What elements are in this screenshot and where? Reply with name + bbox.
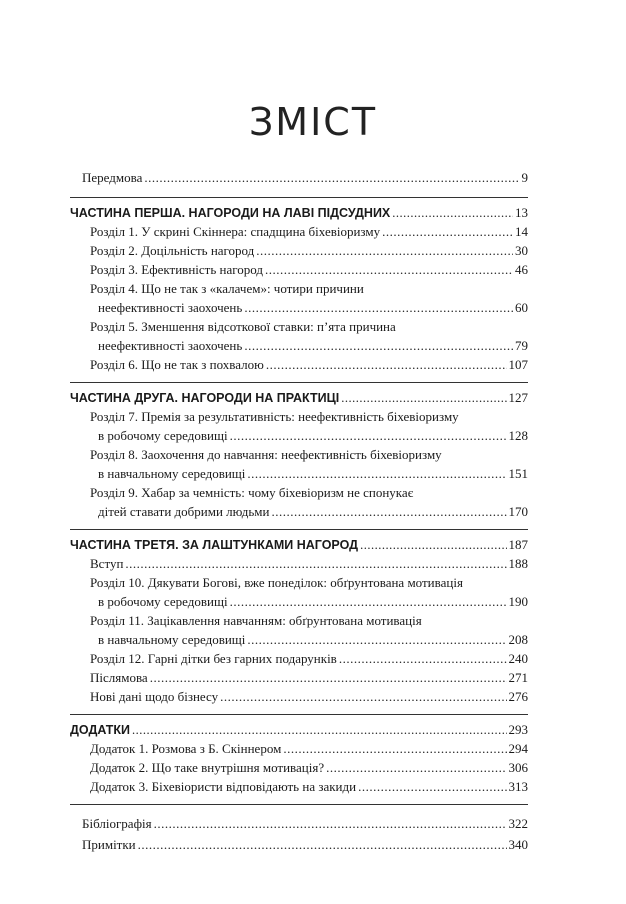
part-1-item-5-line1-title: Розділ 5. Зменшення відсоткової ставки: п’ята причина: [90, 319, 396, 334]
part-1-item-5-line1: [0, 319, 626, 335]
part-2-item-1-page: 128: [508, 428, 528, 443]
part-1-item-6-row: [90, 357, 528, 373]
part-3-item-5-title: Післямова: [90, 670, 148, 685]
part-4-item-1-leader: [283, 741, 506, 757]
back-entry-1-row: [82, 837, 528, 853]
part-1-item-4-leader: [244, 300, 513, 316]
back-entry-1: [0, 837, 626, 853]
part-2-item-3-line1: [0, 485, 626, 501]
part-3-heading-row: [70, 537, 528, 553]
part-2-item-1-leader: [230, 428, 507, 444]
part-3-item-1-row: [90, 556, 528, 572]
part-3-item-2-leader: [230, 594, 507, 610]
part-2-heading: [0, 390, 626, 406]
part-3-item-4: [0, 651, 626, 667]
part-4-item-3-page: 313: [508, 779, 528, 794]
part-2-item-3-line1-title: Розділ 9. Хабар за чемність: чому біхевіоризм не спонукає: [90, 485, 414, 500]
part-2-heading-page: 127: [508, 390, 528, 405]
part-3-item-1-title: Вступ: [90, 556, 124, 571]
part-1-item-2-row: [90, 243, 528, 259]
part-1-item-2: [0, 243, 626, 259]
front-entry-0-title: Передмова: [82, 170, 143, 185]
divider-1: [70, 382, 528, 383]
part-3-item-1-leader: [125, 556, 506, 572]
part-2-item-3-title: дітей ставати добрими людьми: [98, 504, 270, 519]
part-4-item-2: [0, 760, 626, 776]
part-4-heading-title: ДОДАТКИ: [70, 723, 131, 737]
part-2-item-1: [0, 428, 626, 444]
part-1-item-6-page: 107: [508, 357, 528, 372]
front-entry-0-row: [82, 170, 528, 186]
part-3-item-4-title: Розділ 12. Гарні дітки без гарних подарунків: [90, 651, 337, 666]
part-1-item-1: [0, 224, 626, 240]
part-3-item-4-leader: [339, 651, 507, 667]
part-1-heading-row: [70, 205, 528, 221]
part-2-item-3: [0, 504, 626, 520]
part-1-item-4-line1-title: Розділ 4. Що не так з «калачем»: чотири причини: [90, 281, 364, 296]
part-4-heading-page: 293: [508, 722, 528, 737]
part-2-item-2-title: в навчальному середовищі: [98, 466, 246, 481]
part-2-item-1-line1-title: Розділ 7. Премія за результативність: неефективність біхевіоризму: [90, 409, 459, 424]
part-3-item-5-leader: [150, 670, 507, 686]
part-3-item-2-title: в робочому середовищі: [98, 594, 228, 609]
part-2-item-1-line1: [0, 409, 626, 425]
part-4-item-1-page: 294: [508, 741, 528, 756]
divider-4: [70, 804, 528, 805]
part-3-item-6-page: 276: [508, 689, 528, 704]
back-entry-1-leader: [138, 837, 507, 853]
part-4-item-3: [0, 779, 626, 795]
part-3-item-6: [0, 689, 626, 705]
part-3-item-6-row: [90, 689, 528, 705]
part-2-item-2-row: [98, 466, 528, 482]
part-3-item-6-title: Нові дані щодо бізнесу: [90, 689, 219, 704]
part-1-item-2-page: 30: [515, 243, 528, 258]
part-1-item-1-title: Розділ 1. У скрині Скіннера: спадщина біхевіоризму: [90, 224, 381, 239]
divider-front: [70, 197, 528, 198]
part-1-item-5-row: [98, 338, 528, 354]
part-3-item-4-row: [90, 651, 528, 667]
part-4-item-2-title: Додаток 2. Що таке внутрішня мотивація?: [90, 760, 325, 775]
back-entry-1-page: 340: [508, 837, 528, 852]
part-2-item-1-row: [98, 428, 528, 444]
part-1-item-4-title: неефективності заохочень: [98, 300, 243, 315]
part-3-item-2-line1-title: Розділ 10. Дякувати Богові, вже понеділок: обґрунтована мотивація: [90, 575, 463, 590]
back-entry-1-title: Примітки: [82, 837, 136, 852]
part-3-heading-leader: [360, 537, 506, 553]
part-3-item-2-page: 190: [508, 594, 528, 609]
part-1-item-1-page: 14: [515, 224, 528, 239]
part-3-item-5-page: 271: [508, 670, 528, 685]
part-3-heading: [0, 537, 626, 553]
back-entry-0-row: [82, 816, 528, 832]
back-entry-0-page: 322: [508, 816, 528, 831]
part-2-heading-title: ЧАСТИНА ДРУГА. НАГОРОДИ НА ПРАКТИЦІ: [70, 391, 340, 405]
part-2-item-2-line1: [0, 447, 626, 463]
back-entry-0-leader: [154, 816, 507, 832]
part-3-item-3-row: [98, 632, 528, 648]
part-3-item-3-line1: [0, 613, 626, 629]
part-1-item-2-leader: [256, 243, 513, 259]
part-1-heading: [0, 205, 626, 221]
part-2-heading-leader: [341, 390, 506, 406]
part-1-item-3-row: [90, 262, 528, 278]
part-1-item-3-leader: [265, 262, 513, 278]
part-1-item-1-row: [90, 224, 528, 240]
part-2-item-3-leader: [271, 504, 506, 520]
part-1-item-6-title: Розділ 6. Що не так з похвалою: [90, 357, 264, 372]
part-1-item-6: [0, 357, 626, 373]
part-2-item-2-page: 151: [508, 466, 528, 481]
part-1-item-5-title: неефективності заохочень: [98, 338, 243, 353]
part-4-item-1-title: Додаток 1. Розмова з Б. Скіннером: [90, 741, 282, 756]
part-4-heading-leader: [132, 722, 506, 738]
part-2-item-2: [0, 466, 626, 482]
part-1-item-5: [0, 338, 626, 354]
part-3-item-3-page: 208: [508, 632, 528, 647]
part-4-item-3-title: Додаток 3. Біхевіористи відповідають на закиди: [90, 779, 357, 794]
part-1-item-2-title: Розділ 2. Доцільність нагород: [90, 243, 255, 258]
part-3-item-3-leader: [247, 632, 506, 648]
part-1-item-6-leader: [266, 357, 507, 373]
part-3-item-3-line1-title: Розділ 11. Зацікавлення навчанням: обґрунтована мотивація: [90, 613, 422, 628]
part-4-item-2-page: 306: [508, 760, 528, 775]
part-3-item-6-leader: [220, 689, 506, 705]
back-entry-0-title: Бібліографія: [82, 816, 152, 831]
part-4-heading: [0, 722, 626, 738]
part-4-heading-row: [70, 722, 528, 738]
part-1-item-1-leader: [382, 224, 513, 240]
part-3-item-2: [0, 594, 626, 610]
page-title: ЗМІСТ: [248, 100, 378, 144]
front-entry-0: [0, 170, 626, 186]
divider-2: [70, 529, 528, 530]
part-3-item-3: [0, 632, 626, 648]
part-3-item-3-title: в навчальному середовищі: [98, 632, 246, 647]
part-1-item-4-row: [98, 300, 528, 316]
part-4-item-3-row: [90, 779, 528, 795]
part-3-item-4-page: 240: [508, 651, 528, 666]
part-3-heading-title: ЧАСТИНА ТРЕТЯ. ЗА ЛАШТУНКАМИ НАГОРОД: [70, 538, 359, 552]
part-3-heading-page: 187: [508, 537, 528, 552]
part-2-item-2-leader: [247, 466, 506, 482]
part-1-item-4-page: 60: [515, 300, 528, 315]
part-1-heading-title: ЧАСТИНА ПЕРША. НАГОРОДИ НА ЛАВІ ПІДСУДНИХ: [70, 206, 391, 220]
part-1-item-4: [0, 300, 626, 316]
part-2-item-3-row: [98, 504, 528, 520]
part-4-item-2-leader: [326, 760, 506, 776]
part-1-item-3-title: Розділ 3. Ефективність нагород: [90, 262, 263, 277]
part-1-item-3-page: 46: [515, 262, 528, 277]
part-1-item-5-leader: [244, 338, 513, 354]
part-4-item-1: [0, 741, 626, 757]
part-2-item-3-page: 170: [508, 504, 528, 519]
part-1-item-5-page: 79: [515, 338, 528, 353]
front-entry-0-page: 9: [521, 170, 528, 185]
divider-3: [70, 714, 528, 715]
part-1-heading-page: 13: [515, 205, 528, 220]
part-2-item-1-title: в робочому середовищі: [98, 428, 228, 443]
front-entry-0-leader: [144, 170, 519, 186]
part-2-heading-row: [70, 390, 528, 406]
part-1-heading-leader: [392, 205, 513, 221]
part-3-item-5-row: [90, 670, 528, 686]
part-3-item-2-line1: [0, 575, 626, 591]
part-3-item-2-row: [98, 594, 528, 610]
part-3-item-5: [0, 670, 626, 686]
part-2-item-2-line1-title: Розділ 8. Заохочення до навчання: неефективність біхевіоризму: [90, 447, 442, 462]
part-1-item-3: [0, 262, 626, 278]
part-1-item-4-line1: [0, 281, 626, 297]
part-4-item-3-leader: [358, 779, 506, 795]
part-4-item-1-row: [90, 741, 528, 757]
part-3-item-1-page: 188: [508, 556, 528, 571]
part-3-item-1: [0, 556, 626, 572]
back-entry-0: [0, 816, 626, 832]
part-4-item-2-row: [90, 760, 528, 776]
